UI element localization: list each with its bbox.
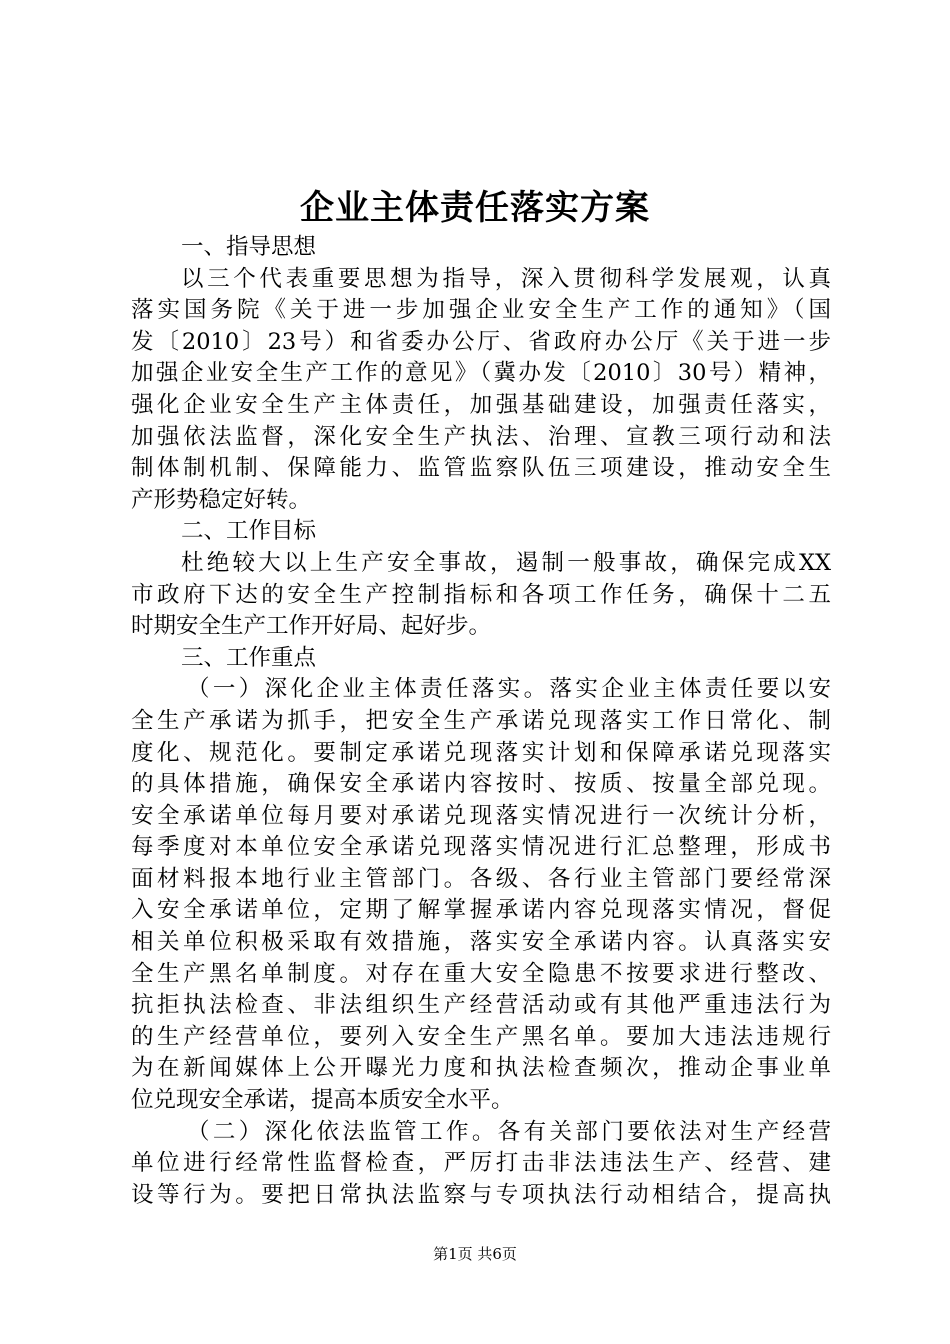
text-line: 安全承诺单位每月要对承诺兑现落实情况进行一次统计分析，	[131, 802, 831, 829]
text-line: 制体制机制、保障能力、监管监察队伍三项建设，推动安全生	[131, 455, 831, 482]
text-line: 产形势稳定好转。	[131, 486, 312, 513]
text-line: 二、工作目标	[181, 518, 317, 545]
text-line: 以三个代表重要思想为指导，深入贯彻科学发展观，认真	[181, 265, 831, 292]
text-line: （二）深化依法监管工作。各有关部门要依法对生产经营	[187, 1118, 831, 1145]
page-footer: 第1页 共6页	[433, 1245, 517, 1263]
text-line: 落实国务院《关于进一步加强企业安全生产工作的通知》（国	[131, 297, 831, 324]
text-line: 时期安全生产工作开好局、起好步。	[131, 613, 492, 640]
document-body	[131, 232, 831, 1211]
text-line: 入安全承诺单位，定期了解掌握承诺内容兑现落实情况，督促	[131, 897, 831, 924]
text-line: 的生产经营单位，要列入安全生产黑名单。要加大违法违规行	[131, 1023, 831, 1050]
text-line: 全生产黑名单制度。对存在重大安全隐患不按要求进行整改、	[131, 960, 831, 987]
text-line: （一）深化企业主体责任落实。落实企业主体责任要以安	[187, 676, 831, 703]
text-line: 一、指导思想	[181, 234, 317, 260]
text-line: 强化企业安全生产主体责任，加强基础建设，加强责任落实，	[131, 391, 831, 418]
text-line: 加强企业安全生产工作的意见》（冀办发〔2010〕30号）精神，	[131, 360, 831, 387]
document-title: 企业主体责任落实方案	[300, 188, 650, 228]
text-line: 每季度对本单位安全承诺兑现落实情况进行汇总整理，形成书	[131, 834, 831, 861]
text-line: 相关单位积极采取有效措施，落实安全承诺内容。认真落实安	[131, 929, 831, 956]
text-line: 加强依法监督，深化安全生产执法、治理、宣教三项行动和法	[131, 423, 831, 450]
text-line: 市政府下达的安全生产控制指标和各项工作任务，确保十二五	[131, 581, 831, 608]
text-line: 为在新闻媒体上公开曝光力度和执法检查频次，推动企事业单	[131, 1055, 831, 1082]
text-line: 杜绝较大以上生产安全事故，遏制一般事故，确保完成XX	[181, 549, 831, 576]
text-line: 的具体措施，确保安全承诺内容按时、按质、按量全部兑现。	[131, 771, 831, 798]
text-line: 位兑现安全承诺，提高本质安全水平。	[131, 1087, 514, 1114]
text-line: 三、工作重点	[181, 644, 317, 671]
text-line: 发〔2010〕23号）和省委办公厅、省政府办公厅《关于进一步	[131, 328, 831, 355]
text-line: 全生产承诺为抓手，把安全生产承诺兑现落实工作日常化、制	[131, 707, 831, 734]
text-line: 抗拒执法检查、非法组织生产经营活动或有其他严重违法行为	[131, 992, 831, 1019]
text-line: 面材料报本地行业主管部门。各级、各行业主管部门要经常深	[131, 865, 831, 892]
text-line: 单位进行经常性监督检查，严厉打击非法违法生产、经营、建	[131, 1150, 831, 1177]
text-line: 度化、规范化。要制定承诺兑现落实计划和保障承诺兑现落实	[131, 739, 831, 766]
text-line: 设等行为。要把日常执法监察与专项执法行动相结合，提高执	[131, 1181, 831, 1208]
